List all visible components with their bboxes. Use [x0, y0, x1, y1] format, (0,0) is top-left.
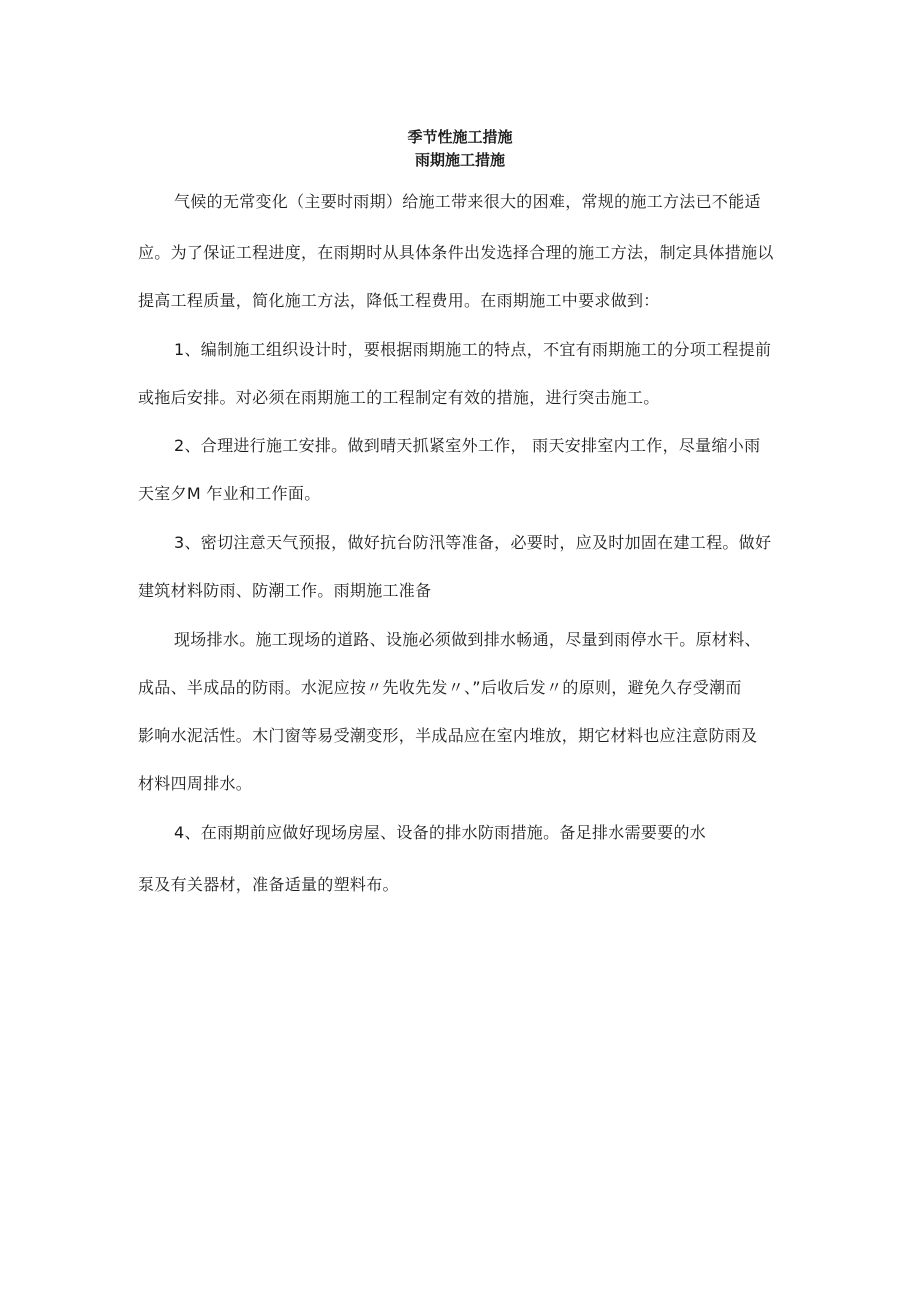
paragraph-line: 影响水泥活性。木门窗等易受潮变形，半成品应在室内堆放，期它材料也应注意防雨及 — [138, 726, 758, 745]
paragraph-line: 天室夕M 乍业和工作面。 — [138, 484, 321, 503]
paragraph-line: 成品、半成品的防雨。水泥应按〃先收先发〃、”后收后发〃的原则，避免久存受潮而 — [138, 678, 742, 697]
paragraph-line: 4、在雨期前应做好现场房屋、设备的排水防雨措施。备足排水需要要的水 — [174, 823, 707, 842]
paragraph-line: 或拖后安排。对必须在雨期施工的工程制定有效的措施，进行突击施工。 — [138, 388, 660, 407]
paragraph-line: 材料四周排水。 — [138, 774, 253, 793]
paragraph-line: 建筑材料防雨、防潮工作。雨期施工准备 — [138, 581, 432, 600]
document-subtitle: 雨期施工措施 — [414, 151, 505, 169]
paragraph-line: 气候的无常变化（主要时雨期）给施工带来很大的困难，常规的施工方法已不能适 — [174, 192, 761, 211]
document-title: 季节性施工措施 — [407, 128, 513, 146]
paragraph-line: 泵及有关器材，准备适量的塑料布。 — [138, 875, 399, 894]
paragraph-line: 现场排水。施工现场的道路、设施必须做到排水畅通，尽量到雨停水干。原材料、 — [174, 630, 761, 649]
paragraph-line: 应。为了保证工程进度，在雨期时从具体条件出发选择合理的施工方法，制定具体措施以 — [138, 243, 774, 262]
paragraph-line: 提高工程质量，简化施工方法，降低工程费用。在雨期施工中要求做到： — [138, 291, 660, 310]
paragraph-line: 3、密切注意天气预报，做好抗台防汛等准备，必要时，应及时加固在建工程。做好 — [174, 533, 772, 552]
paragraph-line: 2、合理进行施工安排。做到晴天抓紧室外工作， 雨天安排室内工作，尽量缩小雨 — [174, 436, 761, 455]
paragraph-line: 1、编制施工组织设计时，要根据雨期施工的特点，不宜有雨期施工的分项工程提前 — [174, 340, 772, 359]
